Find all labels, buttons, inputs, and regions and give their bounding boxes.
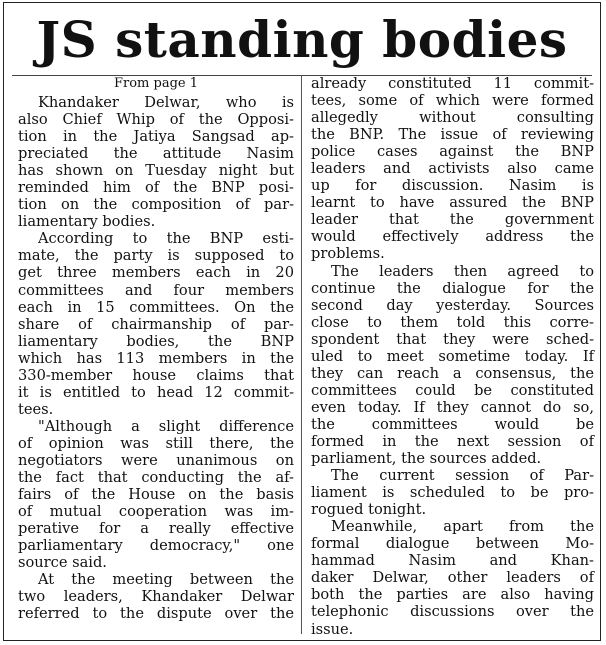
text-line: The current session of Par-	[331, 467, 594, 485]
text-line: rogued tonight.	[311, 501, 427, 519]
text-line: of mutual cooperation was im-	[18, 503, 294, 521]
text-line: leader that the government	[311, 211, 594, 229]
newspaper-clipping	[3, 2, 601, 641]
text-line: At the meeting between the	[38, 571, 294, 589]
left-column	[18, 75, 294, 640]
text-line: committees could be constituted	[311, 381, 594, 399]
text-line: tees.	[18, 400, 54, 418]
text-line: The leaders then agreed to	[331, 262, 594, 280]
text-line: two leaders, Khandaker Delwar	[18, 588, 294, 606]
text-line: source said.	[18, 554, 107, 572]
text-line: formed in the next session of	[311, 432, 594, 450]
text-line: uled to meet sometime today. If	[311, 347, 594, 365]
column-divider	[301, 75, 302, 634]
text-line: get three members each in 20	[18, 264, 294, 282]
text-line: they can reach a consensus, the	[311, 364, 594, 382]
text-line: even today. If they cannot do so,	[311, 398, 594, 416]
text-line: would effectively address the	[311, 228, 594, 246]
text-line: leaders and activists also came	[311, 160, 594, 178]
text-line: the BNP. The issue of reviewing	[311, 126, 594, 144]
headline: JS standing bodies	[12, 7, 592, 76]
jump-line: From page 1	[114, 76, 199, 91]
text-line: liament is scheduled to be pro-	[311, 484, 594, 502]
article-body	[4, 75, 600, 640]
text-line: up for discussion. Nasim is	[311, 177, 594, 195]
right-column	[311, 75, 594, 640]
text-line: Meanwhile, apart from the	[331, 518, 594, 536]
text-line: daker Delwar, other leaders of	[311, 569, 594, 587]
text-line: mate, the party is supposed to	[18, 247, 294, 265]
text-line: formal dialogue between Mo-	[311, 535, 594, 553]
text-line: the committees would be	[311, 415, 594, 433]
text-line: hammad Nasim and Khan-	[311, 552, 594, 570]
text-line: which has 113 members in the	[18, 349, 294, 367]
text-line: it is entitled to head 12 commit-	[18, 383, 294, 401]
text-line: the fact that conducting the af-	[18, 469, 294, 487]
text-line: preciated the attitude Nasim	[18, 145, 294, 163]
text-line: referred to the dispute over the	[18, 605, 294, 623]
text-line: each in 15 committees. On the	[18, 298, 294, 316]
text-line: continue the dialogue for the	[311, 279, 594, 297]
text-line: of opinion was still there, the	[18, 434, 294, 452]
text-line: 330-member house claims that	[18, 366, 294, 384]
text-line: tion on the composition of par-	[18, 196, 294, 214]
text-line: perative for a really effective	[18, 520, 294, 538]
text-line: tion in the Jatiya Sangsad ap-	[18, 128, 294, 146]
text-line: spondent that they were sched-	[311, 330, 594, 348]
text-line: close to them told this corre-	[311, 313, 594, 331]
text-line: police cases against the BNP	[311, 143, 594, 161]
text-line: has shown on Tuesday night but	[18, 162, 294, 180]
text-line: "Although a slight difference	[38, 417, 294, 435]
text-line: both the parties are also having	[311, 586, 594, 604]
text-line: also Chief Whip of the Opposi-	[18, 111, 294, 129]
text-line: issue.	[311, 620, 354, 638]
text-line: share of chairmanship of par-	[18, 315, 294, 333]
text-line: allegedly without consulting	[311, 109, 594, 127]
text-line: already constituted 11 commit-	[311, 75, 594, 92]
text-line: second day yesterday. Sources	[311, 296, 594, 314]
left-column-text	[18, 94, 294, 622]
text-line: parliament, the sources added.	[311, 450, 542, 468]
text-line: According to the BNP esti-	[38, 230, 294, 248]
text-line: Khandaker Delwar, who is	[38, 94, 294, 111]
right-column-text	[311, 75, 594, 638]
text-line: liamentary bodies, the BNP	[18, 332, 294, 350]
text-line: liamentary bodies.	[18, 213, 156, 231]
text-line: tees, some of which were formed	[311, 92, 594, 110]
text-line: reminded him of the BNP posi-	[18, 179, 294, 197]
text-line: committees and four members	[18, 281, 294, 299]
text-line: learnt to have assured the BNP	[311, 194, 594, 212]
text-line: negotiators were unanimous on	[18, 451, 294, 469]
text-line: problems.	[311, 245, 385, 263]
text-line: telephonic discussions over the	[311, 603, 594, 621]
text-line: fairs of the House on the basis	[18, 486, 294, 504]
text-line: parliamentary democracy," one	[18, 537, 294, 555]
